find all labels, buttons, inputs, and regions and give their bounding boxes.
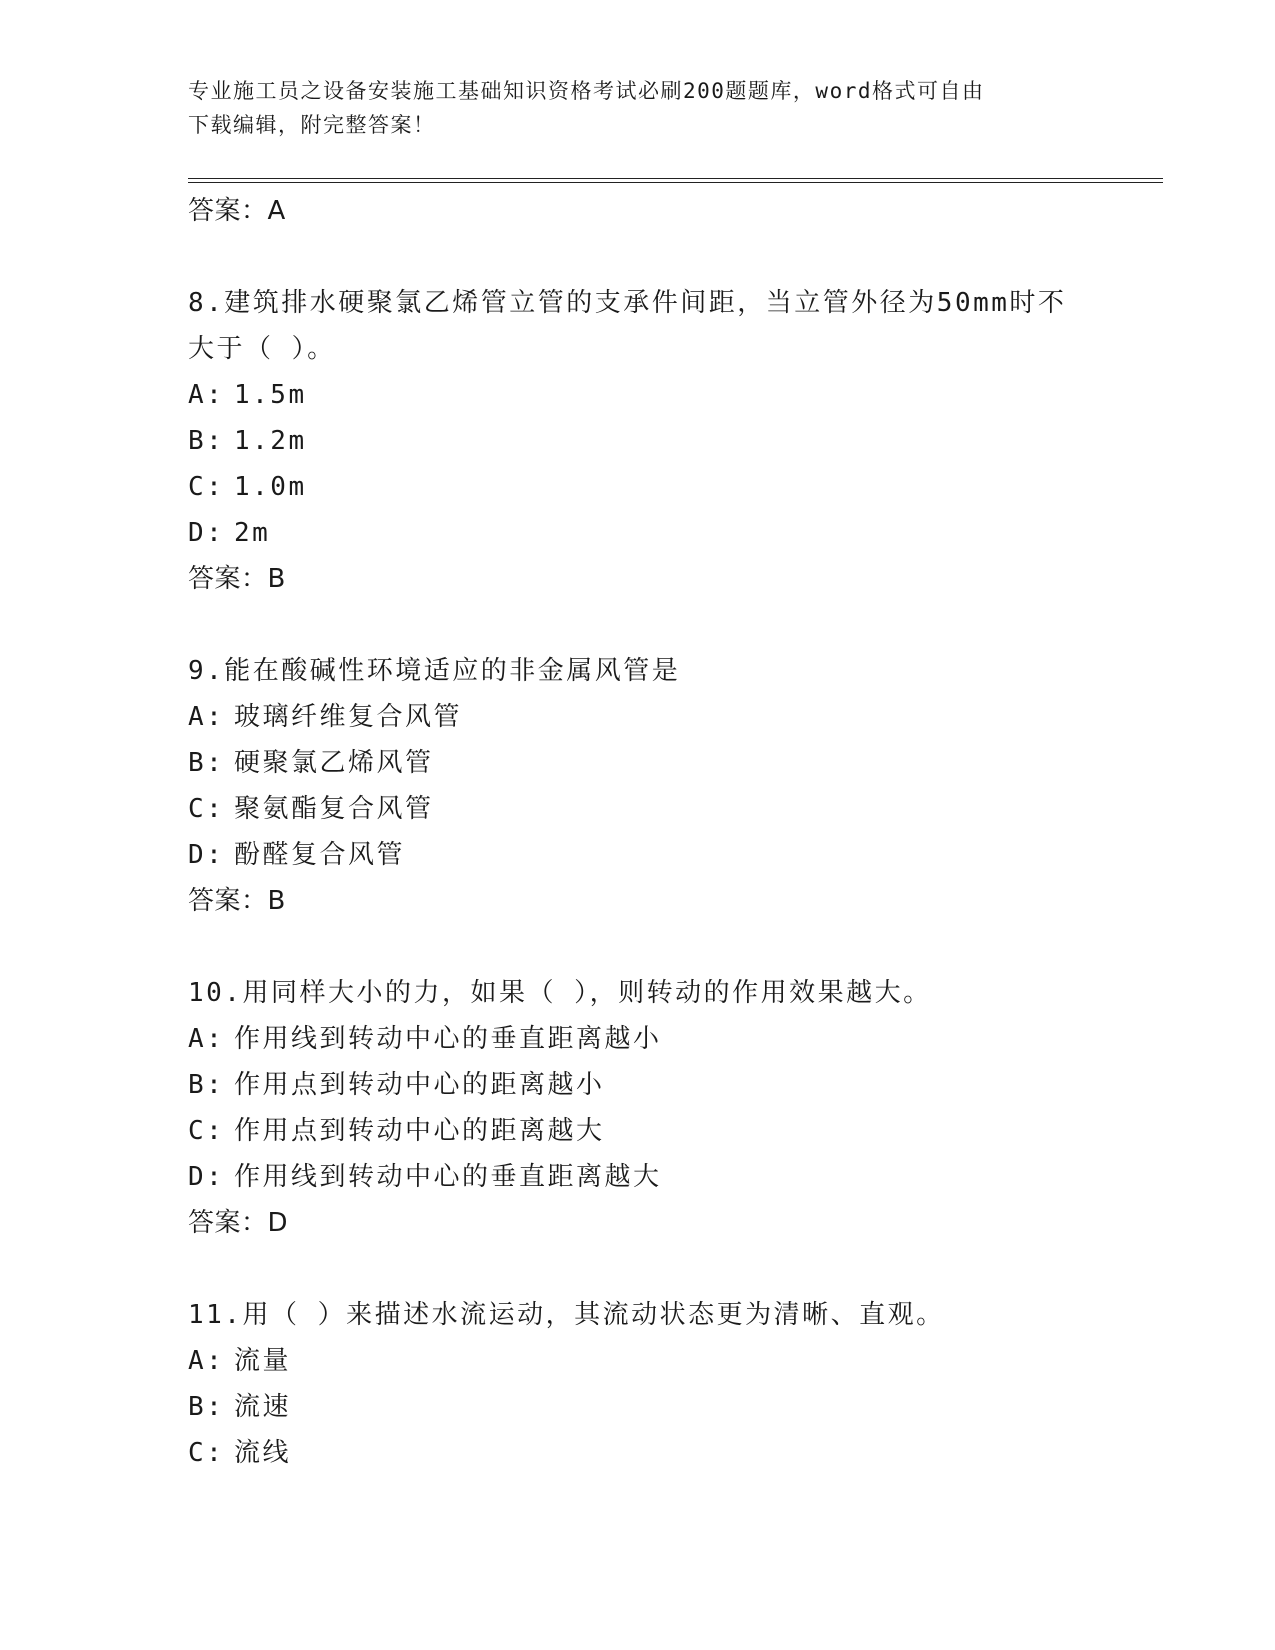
header-line-2: 下载编辑，附完整答案！: [188, 113, 436, 137]
option-key: D:: [188, 518, 225, 548]
option-key: D:: [188, 840, 225, 870]
question-text: 11.用（ ）来描述水流运动，其流动状态更为清晰、直观。: [188, 1300, 945, 1330]
option-c: [188, 786, 1088, 832]
option-key: A:: [188, 702, 225, 732]
option-value: 作用点到转动中心的距离越大: [234, 1116, 605, 1146]
answer-line: 答案：B: [188, 564, 286, 594]
option-value: 玻璃纤维复合风管: [234, 702, 463, 732]
option-value: 作用线到转动中心的垂直距离越大: [234, 1162, 662, 1192]
option-a: [188, 1338, 1088, 1384]
option-value: 1.2m: [234, 426, 307, 456]
option-value: 1.5m: [234, 380, 307, 410]
option-key: A:: [188, 1024, 225, 1054]
option-key: C:: [188, 1438, 225, 1468]
question-item: [188, 280, 1088, 602]
option-c: [188, 464, 1088, 510]
option-d: [188, 1154, 1088, 1200]
option-key: C:: [188, 472, 225, 502]
option-b: [188, 740, 1088, 786]
option-value: 流线: [234, 1438, 292, 1468]
document-header: [188, 74, 1088, 142]
option-value: 流速: [234, 1392, 292, 1422]
option-key: A:: [188, 380, 225, 410]
option-value: 作用线到转动中心的垂直距离越小: [234, 1024, 662, 1054]
option-a: [188, 372, 1088, 418]
question-text: 9.能在酸碱性环境适应的非金属风管是: [188, 656, 681, 686]
question-item: [188, 970, 1088, 1246]
question-item: [188, 648, 1088, 924]
option-value: 1.0m: [234, 472, 307, 502]
option-b: [188, 418, 1088, 464]
question-item: [188, 1292, 1088, 1476]
option-key: C:: [188, 1116, 225, 1146]
option-c: [188, 1108, 1088, 1154]
option-b: [188, 1062, 1088, 1108]
answer-line: 答案：D: [188, 1208, 289, 1238]
option-value: 酚醛复合风管: [234, 840, 406, 870]
option-value: 作用点到转动中心的距离越小: [234, 1070, 605, 1100]
option-key: C:: [188, 794, 225, 824]
option-key: B:: [188, 1070, 225, 1100]
option-key: B:: [188, 1392, 225, 1422]
option-value: 聚氨酯复合风管: [234, 794, 434, 824]
option-key: B:: [188, 748, 225, 778]
question-list: [188, 188, 1088, 1476]
option-key: A:: [188, 1346, 225, 1376]
answer-line: 答案：B: [188, 886, 286, 916]
question-text: 8.建筑排水硬聚氯乙烯管立管的支承件间距，当立管外径为50mm时不大于（ ）。: [188, 288, 1067, 364]
option-value: 2m: [234, 518, 271, 548]
option-b: [188, 1384, 1088, 1430]
option-value: 硬聚氯乙烯风管: [234, 748, 434, 778]
option-a: [188, 694, 1088, 740]
option-key: D:: [188, 1162, 225, 1192]
header-divider: [188, 178, 1163, 183]
question-text: 10.用同样大小的力，如果（ ），则转动的作用效果越大。: [188, 978, 932, 1008]
option-c: [188, 1430, 1088, 1476]
answer-line: 答案：A: [188, 196, 286, 226]
option-value: 流量: [234, 1346, 292, 1376]
option-d: [188, 510, 1088, 556]
header-line-1: 专业施工员之设备安装施工基础知识资格考试必刷200题题库，word格式可自由: [188, 79, 985, 103]
option-d: [188, 832, 1088, 878]
option-a: [188, 1016, 1088, 1062]
option-key: B:: [188, 426, 225, 456]
